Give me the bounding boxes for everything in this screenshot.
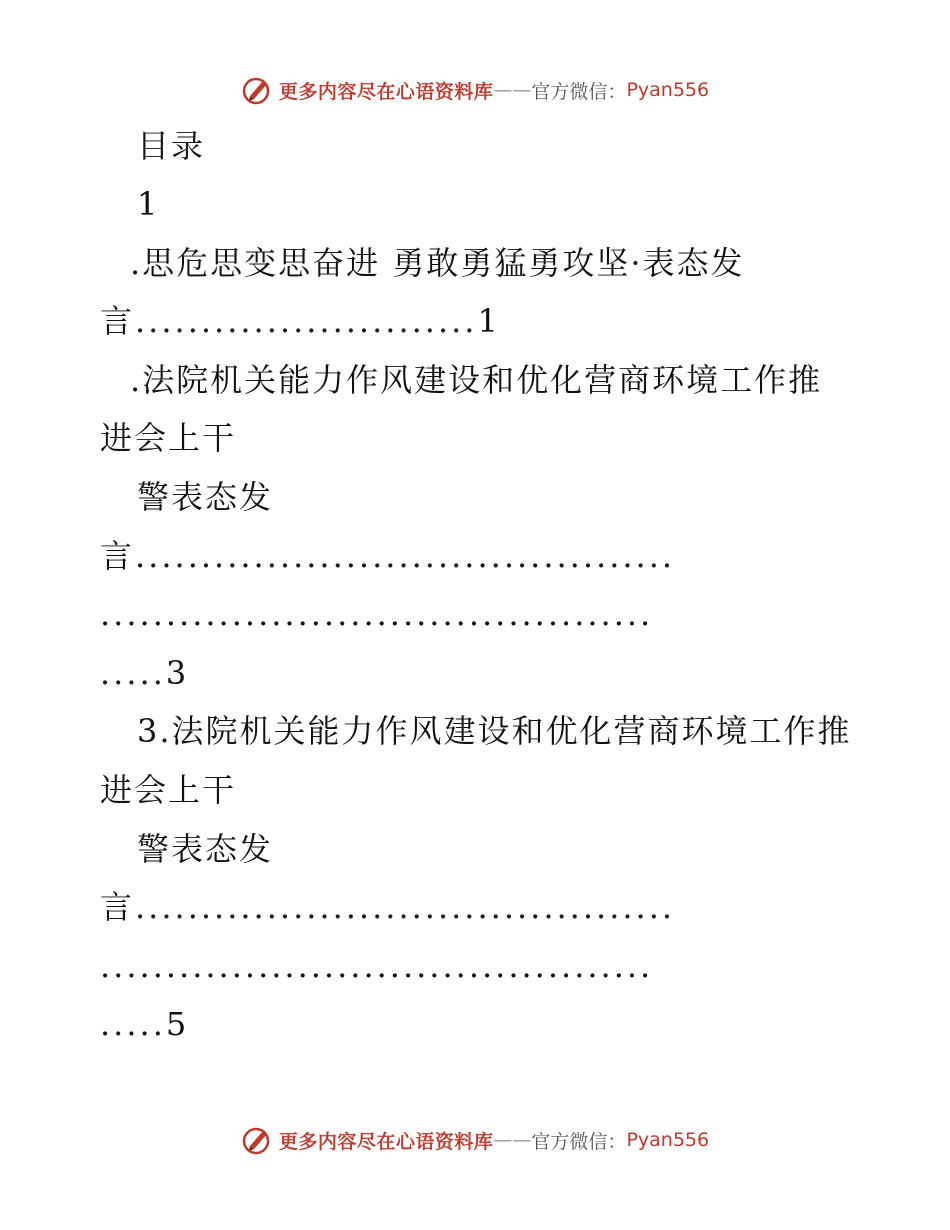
toc-entry-3-leader-cont: .......................................... xyxy=(100,947,654,985)
toc-entry-2-leader: 言......................................... xyxy=(100,537,676,575)
banner-official-label: 官方微信： xyxy=(531,1130,627,1153)
toc-entry-1-title: .思危思变思奋进 勇敢勇猛勇攻坚·表态发 xyxy=(130,244,745,282)
toc-title: 目录 xyxy=(137,127,206,165)
pen-logo-icon xyxy=(241,74,273,106)
toc-entry-1-leader: 言..........................1 xyxy=(100,302,501,340)
banner-brand: 更多内容尽在心语资料库 xyxy=(278,1130,494,1153)
toc-entry-2-title-cont2: 警表态发 xyxy=(137,478,274,516)
banner-dash: —— xyxy=(493,1129,532,1151)
toc-entry-3-title: 3.法院机关能力作风建设和优化营商环境工作推 xyxy=(137,712,852,750)
banner-brand: 更多内容尽在心语资料库 xyxy=(278,80,494,103)
footer-banner xyxy=(0,1120,950,1160)
toc-entry-3-page: .....5 xyxy=(100,1005,190,1043)
banner-dash: —— xyxy=(493,79,532,101)
toc-entry-2-title: .法院机关能力作风建设和优化营商环境工作推 xyxy=(130,361,823,399)
toc-entry-2-title-cont: 进会上干 xyxy=(100,419,237,457)
banner-official-label: 官方微信： xyxy=(531,80,627,103)
toc-entry-2-leader-cont: .......................................... xyxy=(100,595,654,633)
toc-number: 1 xyxy=(137,185,160,223)
pen-logo-icon xyxy=(241,1124,273,1156)
banner-account: Pyan556 xyxy=(626,79,710,101)
banner-account: Pyan556 xyxy=(626,1129,710,1151)
toc-entry-3-leader: 言......................................... xyxy=(100,888,676,926)
toc-entry-3-title-cont: 进会上干 xyxy=(100,771,237,809)
toc-entry-2-page: .....3 xyxy=(100,654,190,692)
header-banner xyxy=(0,70,950,110)
toc-entry-3-title-cont2: 警表态发 xyxy=(137,830,274,868)
